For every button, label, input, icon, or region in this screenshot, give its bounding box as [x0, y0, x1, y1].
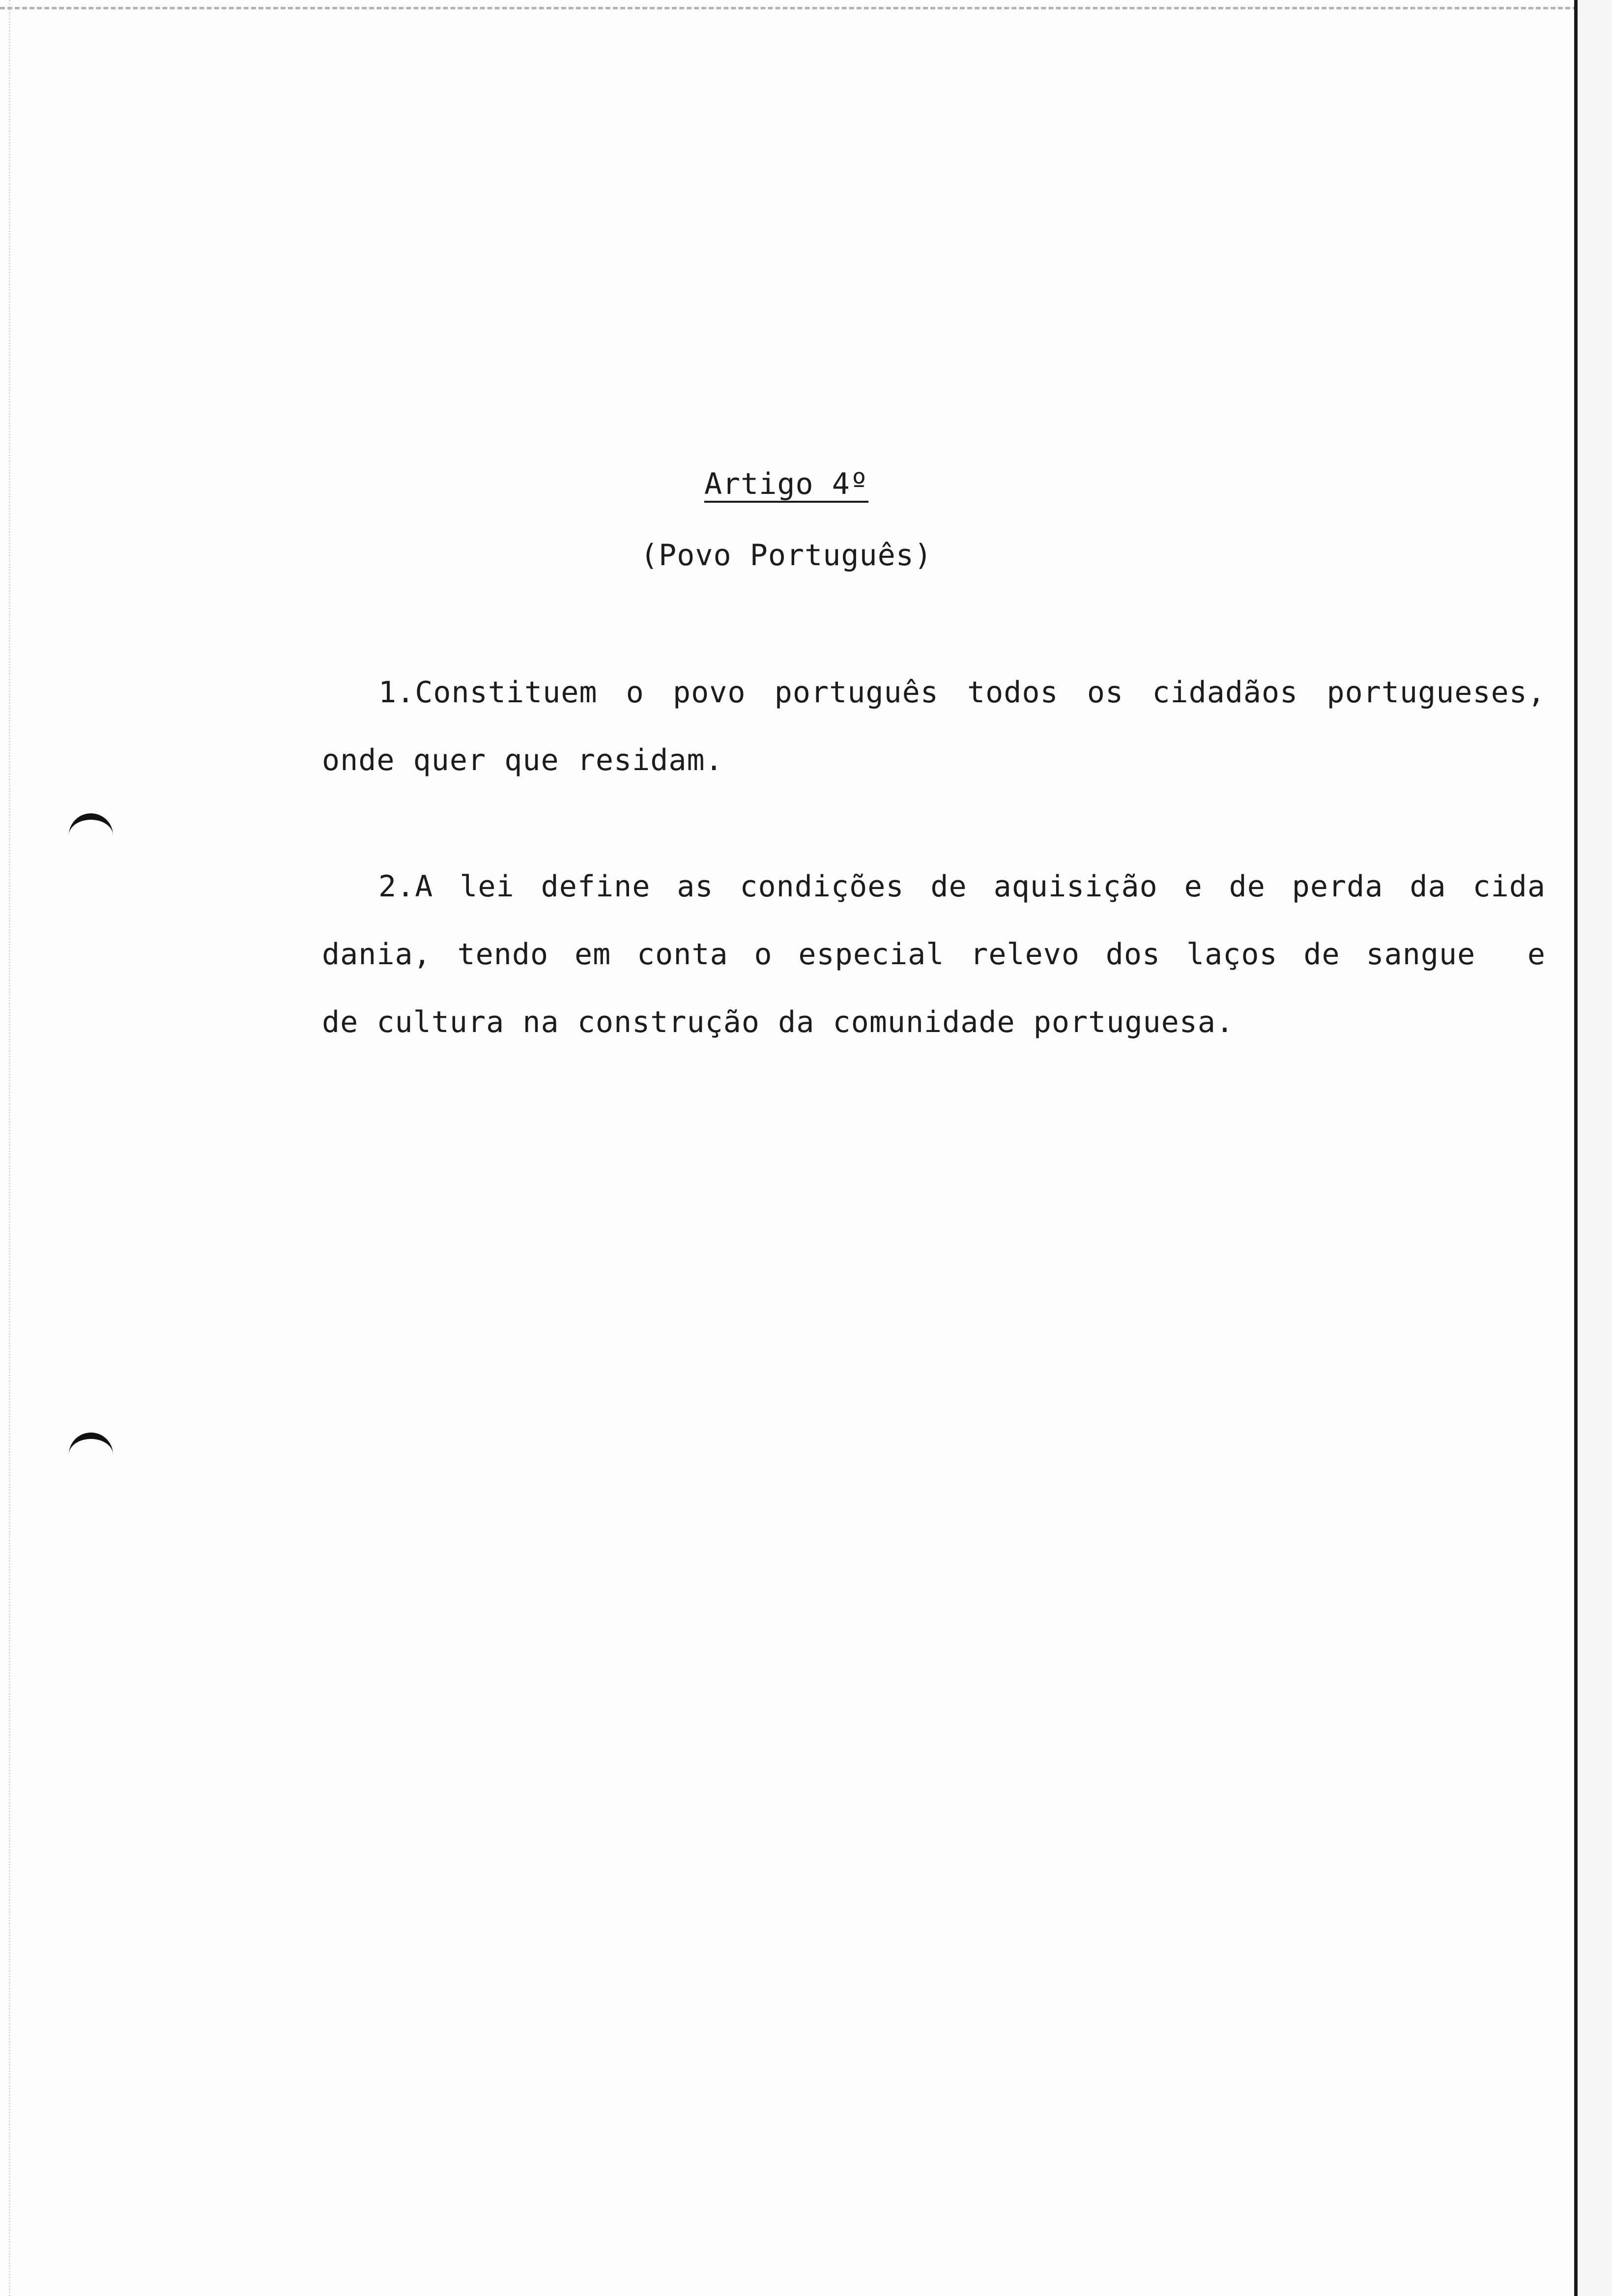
article-title: Artigo 4º [704, 467, 869, 501]
scan-right-margin [1578, 0, 1612, 2296]
paragraph-2 [322, 853, 1546, 1056]
scan-right-edge [1574, 0, 1578, 2296]
paragraph-1 [322, 659, 1546, 794]
paragraph-line: onde quer que residam. [322, 743, 723, 777]
scan-top-edge [0, 7, 1578, 9]
scan-left-edge [9, 0, 10, 2296]
paragraph-line: de cultura na construção da comunidade portuguesa. [322, 1005, 1235, 1039]
paragraph-line: dania, tendo em conta o especial relevo dos laços de sangue e [322, 937, 1546, 972]
article-subtitle: (Povo Português) [640, 538, 932, 573]
paragraph-line: 1.Constituem o povo português todos os cidadãos portugueses, [378, 675, 1546, 710]
paragraph-line: 2.A lei define as condições de aquisição e de perda da cida [378, 869, 1546, 904]
punch-hole-mark [69, 813, 113, 847]
punch-hole-mark [69, 1433, 113, 1466]
